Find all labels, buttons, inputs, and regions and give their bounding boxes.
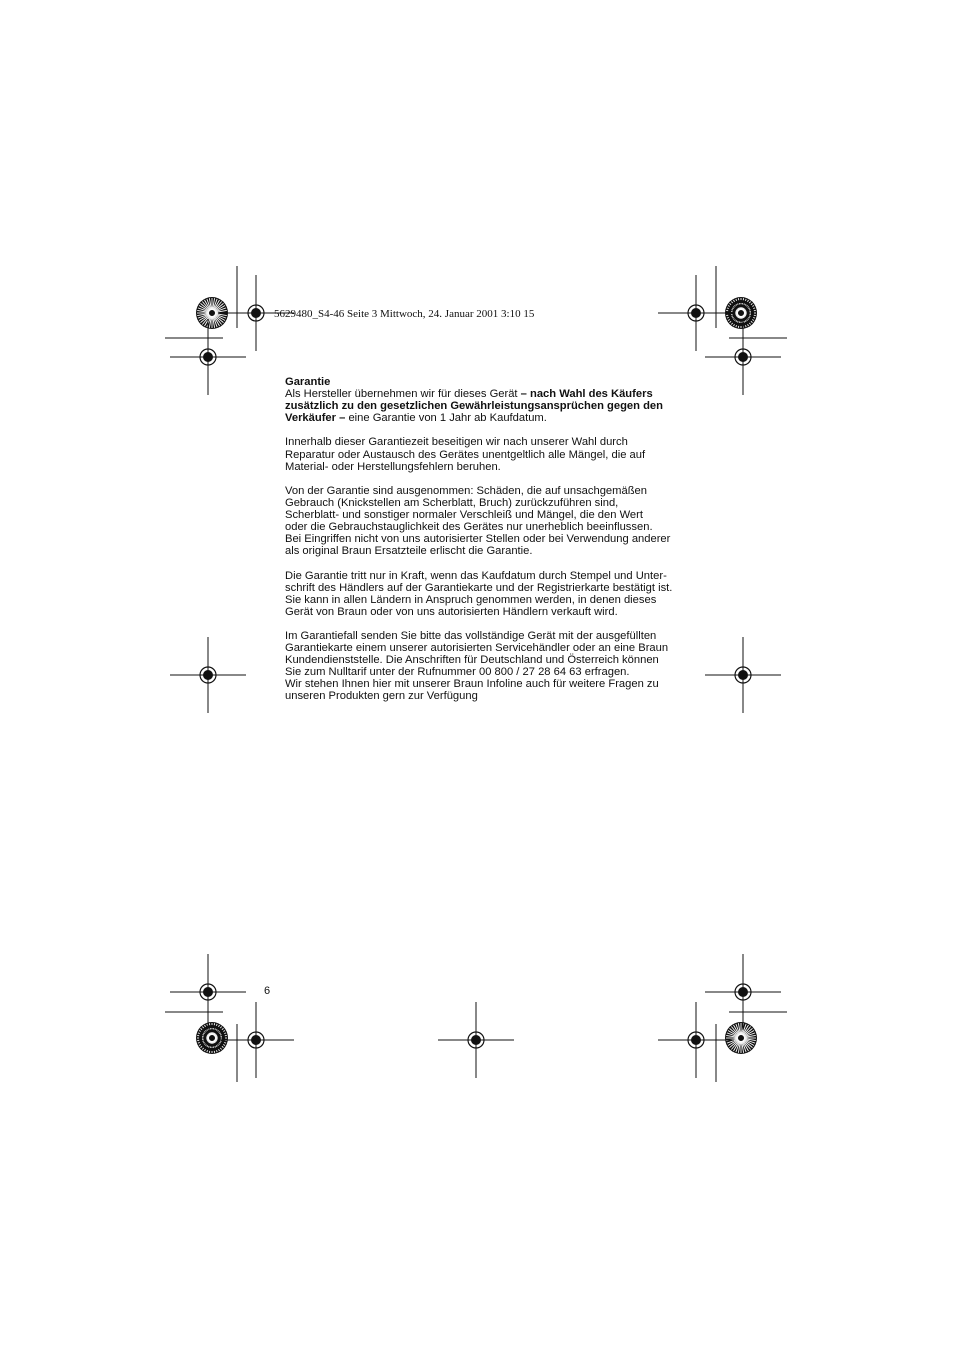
registration-mark-fill (743, 987, 748, 992)
registration-mark-fill (738, 675, 743, 680)
registration-mark-fill (743, 992, 748, 997)
registration-mark-fill (208, 675, 213, 680)
registration-mark-fill (203, 675, 208, 680)
registration-mark-fill (738, 992, 743, 997)
line: Material- oder Herstellungsfehlern beruhen. (285, 460, 501, 473)
registration-mark-fill (691, 308, 696, 313)
registration-mark-fill (696, 1040, 701, 1045)
line: schrift des Händlers auf der Garantiekarte und der Registrierkarte bestätigt ist. (285, 581, 673, 594)
line: Von der Garantie sind ausgenommen: Schäden, die auf unsachgemäßen (285, 484, 647, 497)
registration-mark-fill (743, 352, 748, 357)
registration-mark-fill (208, 352, 213, 357)
registration-mark-fill (738, 670, 743, 675)
line: Gebrauch (Knickstellen am Scherblatt, Bruch) zurückzuführen sind, (285, 496, 619, 509)
registration-mark-fill (208, 670, 213, 675)
line: Innerhalb dieser Garantiezeit beseitigen wir nach unserer Wahl durch (285, 436, 628, 449)
paragraph-validity (285, 570, 705, 618)
registration-mark-fill (738, 357, 743, 362)
intro-text: Als Hersteller übernehmen wir für dieses Gerät (285, 388, 521, 401)
registration-mark-fill (203, 992, 208, 997)
registration-mark-fill (208, 357, 213, 362)
line: Wir stehen Ihnen hier mit unserer Braun Infoline auch für weitere Fragen zu (285, 678, 659, 691)
paragraph-service (285, 630, 705, 703)
line: Sie zum Nulltarif unter der Rufnummer 00 800 / 27 28 64 63 erfragen. (285, 666, 630, 679)
page-number: 6 (264, 985, 271, 997)
intro-text-end: eine Garantie von 1 Jahr ab Kaufdatum. (345, 412, 547, 425)
registration-mark-fill (471, 1040, 476, 1045)
registration-mark-fill (208, 987, 213, 992)
warranty-text (285, 376, 705, 715)
line: als original Braun Ersatzteile erlischt die Garantie. (285, 545, 533, 558)
paragraph-exclusions (285, 485, 705, 558)
line: Gerät von Braun oder von uns autorisierten Händlern verkauft wird. (285, 605, 618, 618)
registration-mark-fill (256, 1040, 261, 1045)
line: Bei Eingriffen nicht von uns autorisierter Stellen oder bei Verwendung anderer (285, 533, 671, 546)
registration-mark-fill (738, 352, 743, 357)
line: Im Garantiefall senden Sie bitte das vollständige Gerät mit der ausgefüllten (285, 629, 657, 642)
registration-mark-fill (696, 308, 701, 313)
registration-mark-fill (203, 352, 208, 357)
section-heading: Garantie (285, 376, 331, 388)
line: Kundendienststelle. Die Anschriften für Deutschland und Österreich können (285, 654, 659, 667)
registration-mark-fill (203, 357, 208, 362)
registration-mark-fill (743, 357, 748, 362)
registration-mark-fill (471, 1035, 476, 1040)
paragraph-intro (285, 376, 705, 424)
paragraph-repair (285, 436, 705, 472)
registration-mark-fill (251, 308, 256, 313)
intro-bold-3: Verkäufer – (285, 412, 346, 425)
registration-mark-fill (203, 987, 208, 992)
registration-mark-fill (251, 313, 256, 318)
line: Die Garantie tritt nur in Kraft, wenn das Kaufdatum durch Stempel und Unter- (285, 569, 667, 582)
registration-mark-fill (691, 313, 696, 318)
registration-mark-fill (696, 1035, 701, 1040)
line: unseren Produkten gern zur Verfügung (285, 690, 478, 703)
registration-mark-fill (251, 1035, 256, 1040)
intro-bold-2: zusätzlich zu den gesetzlichen Gewährleistungsansprüchen gegen den (285, 400, 663, 413)
registration-mark-fill (256, 1035, 261, 1040)
registration-mark-fill (691, 1035, 696, 1040)
print-slug: 5629480_S4-46 Seite 3 Mittwoch, 24. Januar 2001 3:10 15 (274, 308, 535, 320)
registration-mark-fill (256, 308, 261, 313)
line: Garantiekarte einem unserer autorisierten Servicehändler oder an eine Braun (285, 642, 669, 655)
registration-mark-fill (743, 670, 748, 675)
registration-mark-fill (738, 987, 743, 992)
registration-mark-fill (691, 1040, 696, 1045)
registration-mark-fill (743, 675, 748, 680)
line: Scherblatt- und sonstiger normaler Verschleiß und Mängel, die den Wert (285, 509, 643, 522)
registration-mark-fill (256, 313, 261, 318)
line: oder die Gebrauchstauglichkeit des Gerätes nur unerheblich beeinflussen. (285, 521, 653, 534)
registration-mark-fill (476, 1040, 481, 1045)
registration-mark-fill (251, 1040, 256, 1045)
registration-mark-fill (208, 992, 213, 997)
intro-bold-1: – nach Wahl des Käufers (520, 388, 653, 401)
registration-mark-fill (203, 670, 208, 675)
line: Sie kann in allen Ländern in Anspruch genommen werden, in denen dieses (285, 593, 657, 606)
registration-mark-fill (696, 313, 701, 318)
line: Reparatur oder Austausch des Gerätes unentgeltlich alle Mängel, die auf (285, 448, 646, 461)
registration-mark-fill (476, 1035, 481, 1040)
